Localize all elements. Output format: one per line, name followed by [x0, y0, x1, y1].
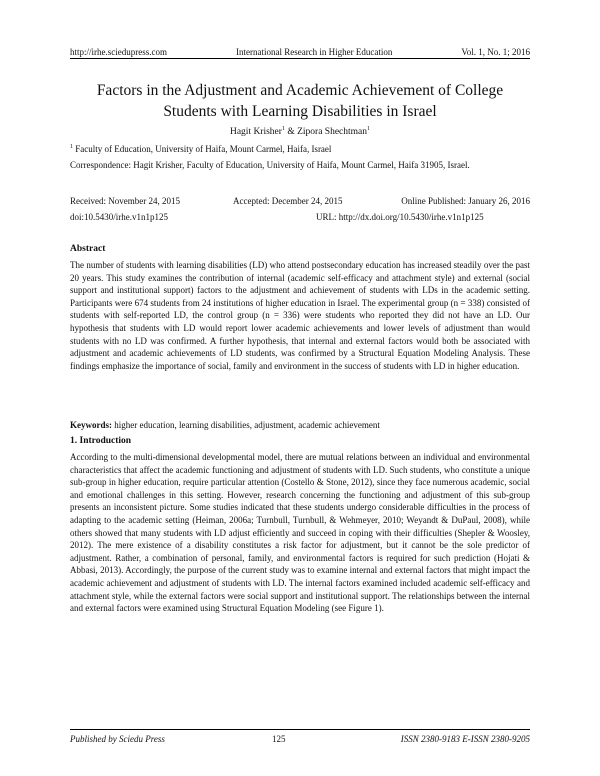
keywords-text: higher education, learning disabilities, adjustment, academic achievement	[112, 420, 380, 430]
author-2-sup: 1	[367, 125, 371, 132]
page-footer	[70, 734, 530, 746]
volume-info: Vol. 1, No. 1; 2016	[461, 47, 530, 57]
title-line-2: Students with Learning Disabilities in Israel	[163, 103, 437, 120]
header-rule	[70, 58, 530, 59]
running-header	[70, 43, 530, 57]
identifiers	[70, 212, 530, 224]
issn: ISSN 2380-9183 E-ISSN 2380-9205	[400, 734, 530, 744]
author-1: Hagit Krisher	[229, 127, 282, 137]
correspondence: Correspondence: Hagit Krisher, Faculty of Education, University of Haifa, Mount Carmel, Haifa 31905, Israel.	[70, 160, 470, 170]
author-1-sup: 1	[281, 125, 285, 132]
author-separator: &	[284, 127, 298, 137]
publication-dates	[70, 196, 530, 208]
publisher: Published by Sciedu Press	[70, 734, 165, 744]
accepted-date: Accepted: December 24, 2015	[233, 196, 343, 206]
journal-name: International Research in Higher Education	[235, 47, 393, 57]
article-url[interactable]: URL: http://dx.doi.org/10.5430/irhe.v1n1p125	[316, 212, 484, 222]
journal-url[interactable]: http://irhe.sciedupress.com	[70, 47, 167, 57]
author-2: Zipora Shechtman	[297, 127, 368, 137]
paper-title	[70, 80, 530, 122]
keywords-label: Keywords:	[70, 420, 112, 430]
published-date: Online Published: January 26, 2016	[401, 196, 530, 206]
doi[interactable]: doi:10.5430/irhe.v1n1p125	[70, 212, 168, 222]
abstract-heading: Abstract	[70, 244, 106, 254]
title-line-1: Factors in the Adjustment and Academic Achievement of College	[96, 82, 504, 99]
author-list	[70, 127, 530, 137]
keywords	[70, 420, 530, 430]
abstract-text: The number of students with learning disabilities (LD) who attend postsecondary education has increased steadily over the past 20 years. This study examines the contribution of internal (academic self-efficacy and attachment style) and external (social support and institutional support) factors to the adjustment and achievement of students with LDs in the academic setting. Participants were 674 students from 24 institutions of higher education in Israel. The experimental group (n = 338) consisted of students with self-reported LD, the control group (n = 336) were students who reported they did not have an LD. Our hypothesis that students with LD would report lower academic achievements and lower levels of adjustment than would students with no LD was confirmed. A further hypothesis, that internal and external factors would both be associated with adjustment and academic achievements of LD students, was confirmed by a Structural Equation Modeling Analysis. These findings emphasize the importance of social, family and environment in the success of students with LD in higher education.	[70, 260, 530, 371]
section-heading: 1. Introduction	[70, 436, 132, 446]
affiliation	[70, 144, 530, 154]
affiliation-text: Faculty of Education, University of Haifa, Mount Carmel, Haifa, Israel	[73, 144, 332, 154]
received-date: Received: November 24, 2015	[70, 196, 180, 206]
affiliation-sup: 1	[70, 144, 73, 150]
footer-rule	[70, 729, 530, 730]
page-number: 125	[272, 734, 286, 744]
introduction-text: According to the multi-dimensional developmental model, there are mutual relations between an individual and environmental characteristics that affect the academic functioning and adjustment of students with LD. Such students, who constitute a unique sub-group in higher education, require particular attention (Costello & Stone, 2012), since they face numerous academic, social and emotional challenges in this setting. However, research concerning the functioning and adjustment of this sub-group presents an inconsistent picture. Some studies indicated that these students undergo considerable difficulties in the process of adapting to the academic setting (Heiman, 2006a; Turnbull, Turnbull, & Wehmeyer, 2010; Weyandt & DuPaul, 2008), while others showed that many students with LD adjust efficiently and succeed in coping with their difficulties (Shepler & Woosley, 2012). The mere existence of a disability constitutes a risk factor for adjustment, but it cannot be the sole predictor of adjustment. Rather, a combination of personal, family, and environmental factors is required for such prediction (Hojati & Abbasi, 2013). Accordingly, the purpose of the current study was to examine internal and external factors that might impact the academic achievement and adjustment of students with LD. The internal factors examined included academic self-efficacy and attachment style, while the external factors were social support and institutional support. The relationships between the internal and external factors were examined using Structural Equation Modeling (see Figure 1).	[70, 452, 530, 614]
